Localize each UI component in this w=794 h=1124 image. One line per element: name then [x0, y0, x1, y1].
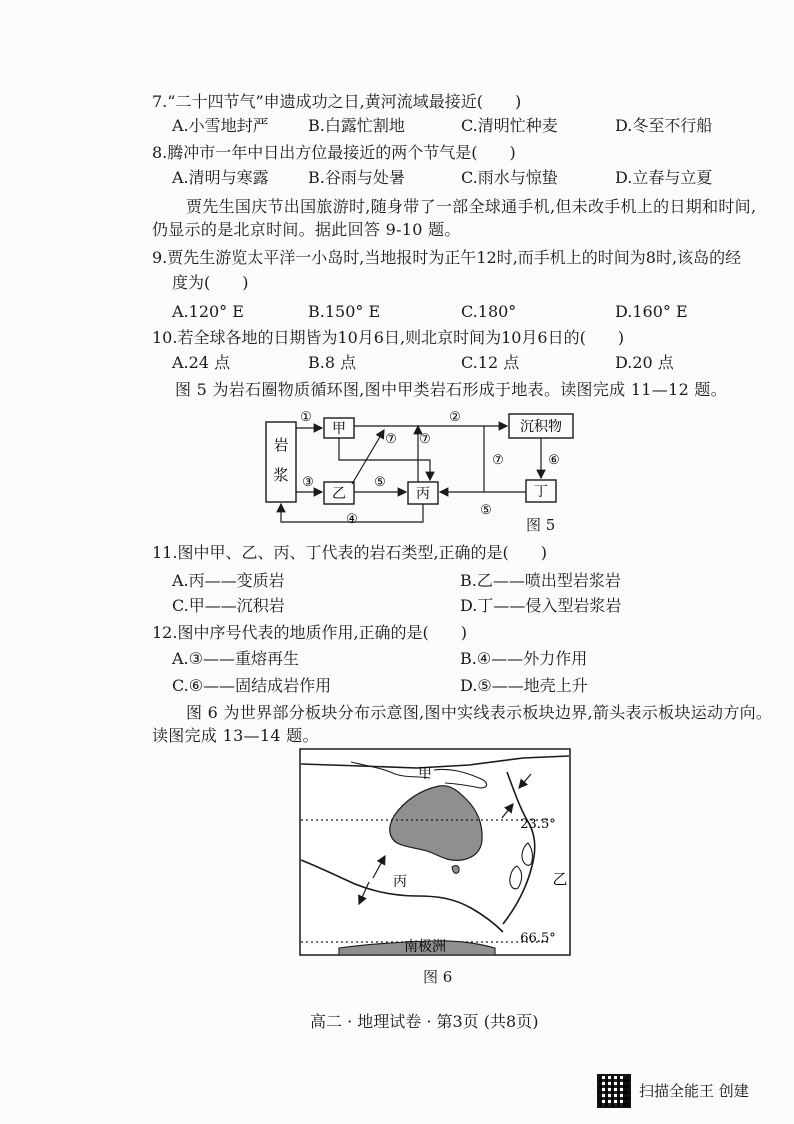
magma-label-1: 岩 — [273, 436, 289, 454]
q7-option-b: B.白露忙割地 — [308, 116, 405, 135]
plate-label-bing: 丙 — [393, 874, 407, 890]
magma-label-2: 浆 — [273, 466, 289, 484]
fig5-label-7a: ⑦ — [385, 432, 397, 447]
q11-stem: 11.图中甲、乙、丙、丁代表的岩石类型,正确的是( ) — [152, 543, 548, 562]
sediment-label: 沉积物 — [520, 419, 562, 435]
q9-option-c: C.180° — [461, 302, 517, 321]
intro-13-14-line2: 读图完成 13—14 题。 — [152, 726, 319, 745]
q12-option-a: A.③——重熔再生 — [172, 649, 299, 668]
q10-stem: 10.若全球各地的日期皆为10月6日,则北京时间为10月6日的( ) — [152, 328, 625, 347]
plate-label-jia: 甲 — [418, 766, 432, 782]
intro-9-10-line2: 仍显示的是北京时间。据此回答 9-10 题。 — [152, 220, 461, 239]
page-footer: 高二 · 地理试卷 · 第3页 (共8页) — [310, 1012, 539, 1031]
fig5-label-6: ⑥ — [548, 453, 560, 468]
q11-option-a: A.丙——变质岩 — [172, 571, 285, 590]
rock-ding-label: 丁 — [534, 484, 548, 500]
magma-box — [266, 422, 296, 502]
fig5-label-7b: ⑦ — [419, 432, 431, 447]
intro-11-12: 图 5 为岩石圈物质循环图,图中甲类岩石形成于地表。读图完成 11—12 题。 — [175, 380, 728, 399]
latitude-66-5-label: 66.5° — [520, 931, 556, 946]
q7-option-a: A.小雪地封严 — [172, 116, 269, 135]
q8-option-d: D.立春与立夏 — [615, 168, 713, 187]
q9-option-a: A.120° E — [172, 302, 244, 321]
q9-stem-line1: 9.贾先生游览太平洋一小岛时,当地报时为正午12时,而手机上的时间为8时,该岛的经 — [152, 248, 742, 267]
fig5-label-2: ② — [449, 410, 461, 425]
fig5-label-7c: ⑦ — [492, 453, 504, 468]
fig5-label-4: ④ — [346, 512, 358, 527]
q11-option-c: C.甲——沉积岩 — [172, 596, 285, 615]
q8-option-c: C.雨水与惊蛰 — [461, 168, 558, 187]
q10-option-a: A.24 点 — [172, 353, 231, 372]
q12-stem: 12.图中序号代表的地质作用,正确的是( ) — [152, 623, 468, 642]
figure-5-rock-cycle-diagram — [262, 404, 592, 534]
intro-13-14-line1: 图 6 为世界部分板块分布示意图,图中实线表示板块边界,箭头表示板块运动方向。 — [186, 703, 773, 722]
q9-option-b: B.150° E — [308, 302, 381, 321]
antarctica-label: 南极洲 — [404, 939, 446, 955]
q8-stem: 8.腾冲市一年中日出方位最接近的两个节气是( ) — [152, 143, 516, 162]
fig5-label-3: ③ — [302, 475, 314, 490]
fig5-label-1: ① — [300, 410, 312, 425]
q8-option-a: A.清明与寒露 — [172, 168, 269, 187]
fig5-label-5b: ⑤ — [480, 503, 492, 518]
figure-5-caption: 图 5 — [526, 516, 556, 534]
q12-option-b: B.④——外力作用 — [460, 649, 588, 668]
q7-option-c: C.清明忙种麦 — [461, 116, 558, 135]
fig5-label-5a: ⑤ — [374, 475, 386, 490]
q7-option-d: D.冬至不行船 — [615, 116, 713, 135]
rock-jia-label: 甲 — [332, 421, 346, 437]
q10-option-c: C.12 点 — [461, 353, 520, 372]
figure-6-plate-map — [299, 748, 571, 964]
q7-stem: 7.“二十四节气”申遗成功之日,黄河流域最接近( ) — [152, 92, 522, 111]
q9-option-d: D.160° E — [615, 302, 688, 321]
q9-stem-line2: 度为( ) — [172, 273, 249, 292]
q10-option-d: D.20 点 — [615, 353, 674, 372]
rock-yi-label: 乙 — [332, 486, 346, 502]
q8-option-b: B.谷雨与处暑 — [308, 168, 405, 187]
watermark-text: 扫描全能王 创建 — [639, 1082, 749, 1100]
q10-option-b: B.8 点 — [308, 353, 357, 372]
intro-9-10-line1: 贾先生国庆节出国旅游时,随身带了一部全球通手机,但未改手机上的日期和时间, — [186, 197, 757, 216]
q11-option-b: B.乙——喷出型岩浆岩 — [460, 571, 621, 590]
latitude-23-5-label: 23.5° — [520, 817, 556, 832]
plate-label-yi: 乙 — [552, 870, 568, 888]
qr-code-icon — [597, 1074, 631, 1108]
q12-option-c: C.⑥——固结成岩作用 — [172, 676, 332, 695]
q12-option-d: D.⑤——地壳上升 — [460, 676, 588, 695]
scanner-watermark — [597, 1074, 749, 1108]
q11-option-d: D.丁——侵入型岩浆岩 — [460, 596, 622, 615]
figure-6-caption: 图 6 — [423, 968, 453, 986]
rock-bing-label: 丙 — [416, 486, 430, 502]
